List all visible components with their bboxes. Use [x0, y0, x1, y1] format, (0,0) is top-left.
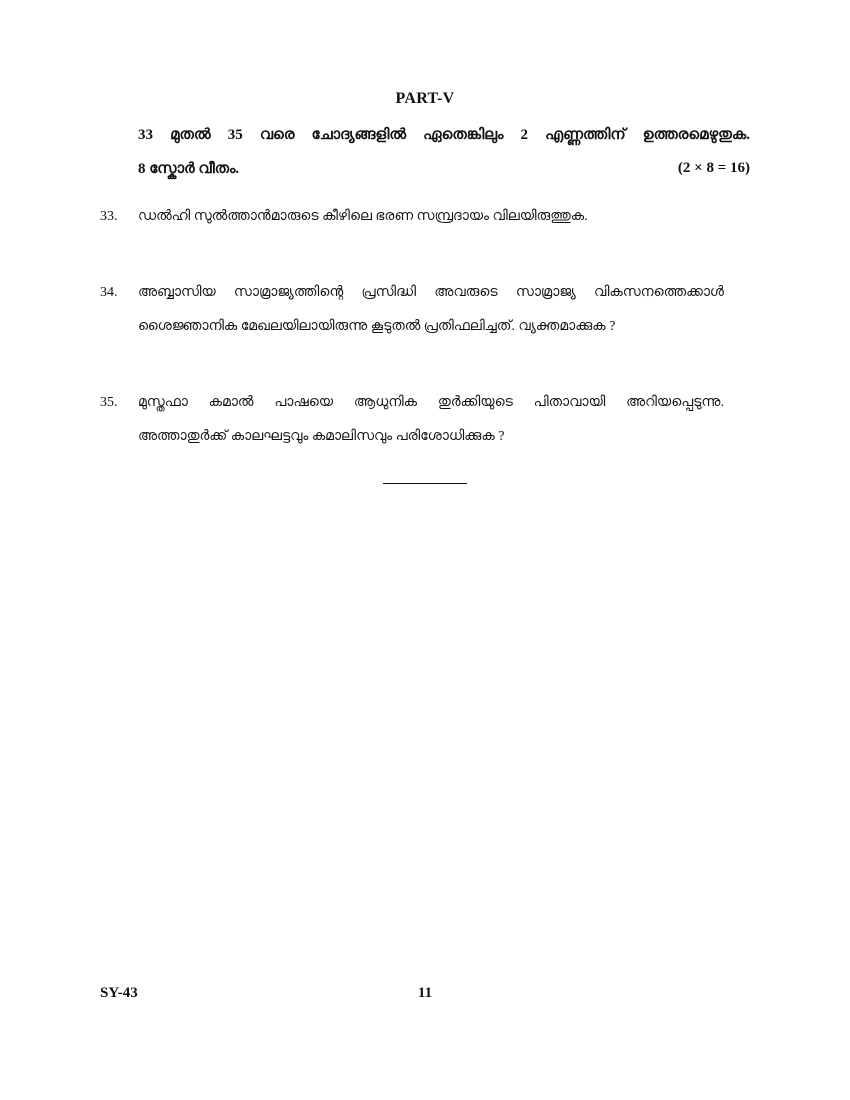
question-line: ഡൽഹി സുൽത്താൻമാരുടെ കീഴിലെ ഭരണ സമ്പ്രദായം വിലയിരുത്തുക.: [138, 209, 588, 224]
question-text: [138, 386, 724, 454]
footer-paper-code: SY-43: [100, 985, 138, 1001]
footer-page-number: 11: [417, 985, 433, 1001]
part-heading: PART-V: [395, 90, 455, 107]
question-number: 35.: [100, 395, 118, 410]
score-total: (2 × 8 = 16): [677, 160, 750, 176]
question-line: മുസ്തഫാ കമാൽ പാഷയെ ആധുനിക തുർക്കിയുടെ പിതാവായി അറിയപ്പെടുന്നു.: [138, 395, 724, 410]
score-per-question: 8 സ്കോർ വീതം.: [138, 161, 240, 177]
question-number: 34.: [100, 285, 118, 300]
instruction-score-row: [138, 160, 750, 178]
end-rule-divider: [383, 483, 467, 484]
question-line: അത്താതുർക്ക് കാലഘട്ടവും കമാലിസവും പരിശോധിക്കുക ?: [138, 429, 505, 444]
question-line: ശൈജ്ഞാനിക മേഖലയിലായിരുന്നു കൂടുതൽ പ്രതിഫലിച്ചത്. വ്യക്തമാക്കുക ?: [138, 319, 616, 334]
question-number: 33.: [100, 209, 118, 224]
question-text: [138, 200, 724, 234]
question-text: [138, 276, 724, 344]
instruction-text: 33 മുതൽ 35 വരെ ചോദ്യങ്ങളിൽ ഏതെങ്കിലും 2 എണ്ണത്തിന് ഉത്തരമെഴുതുക.: [138, 127, 750, 143]
question-line: അബ്ബാസിയ സാമ്രാജ്യത്തിന്റെ പ്രസിദ്ധി അവരുടെ സാമ്രാജ്യ വികസനത്തെക്കാൾ: [138, 285, 724, 300]
